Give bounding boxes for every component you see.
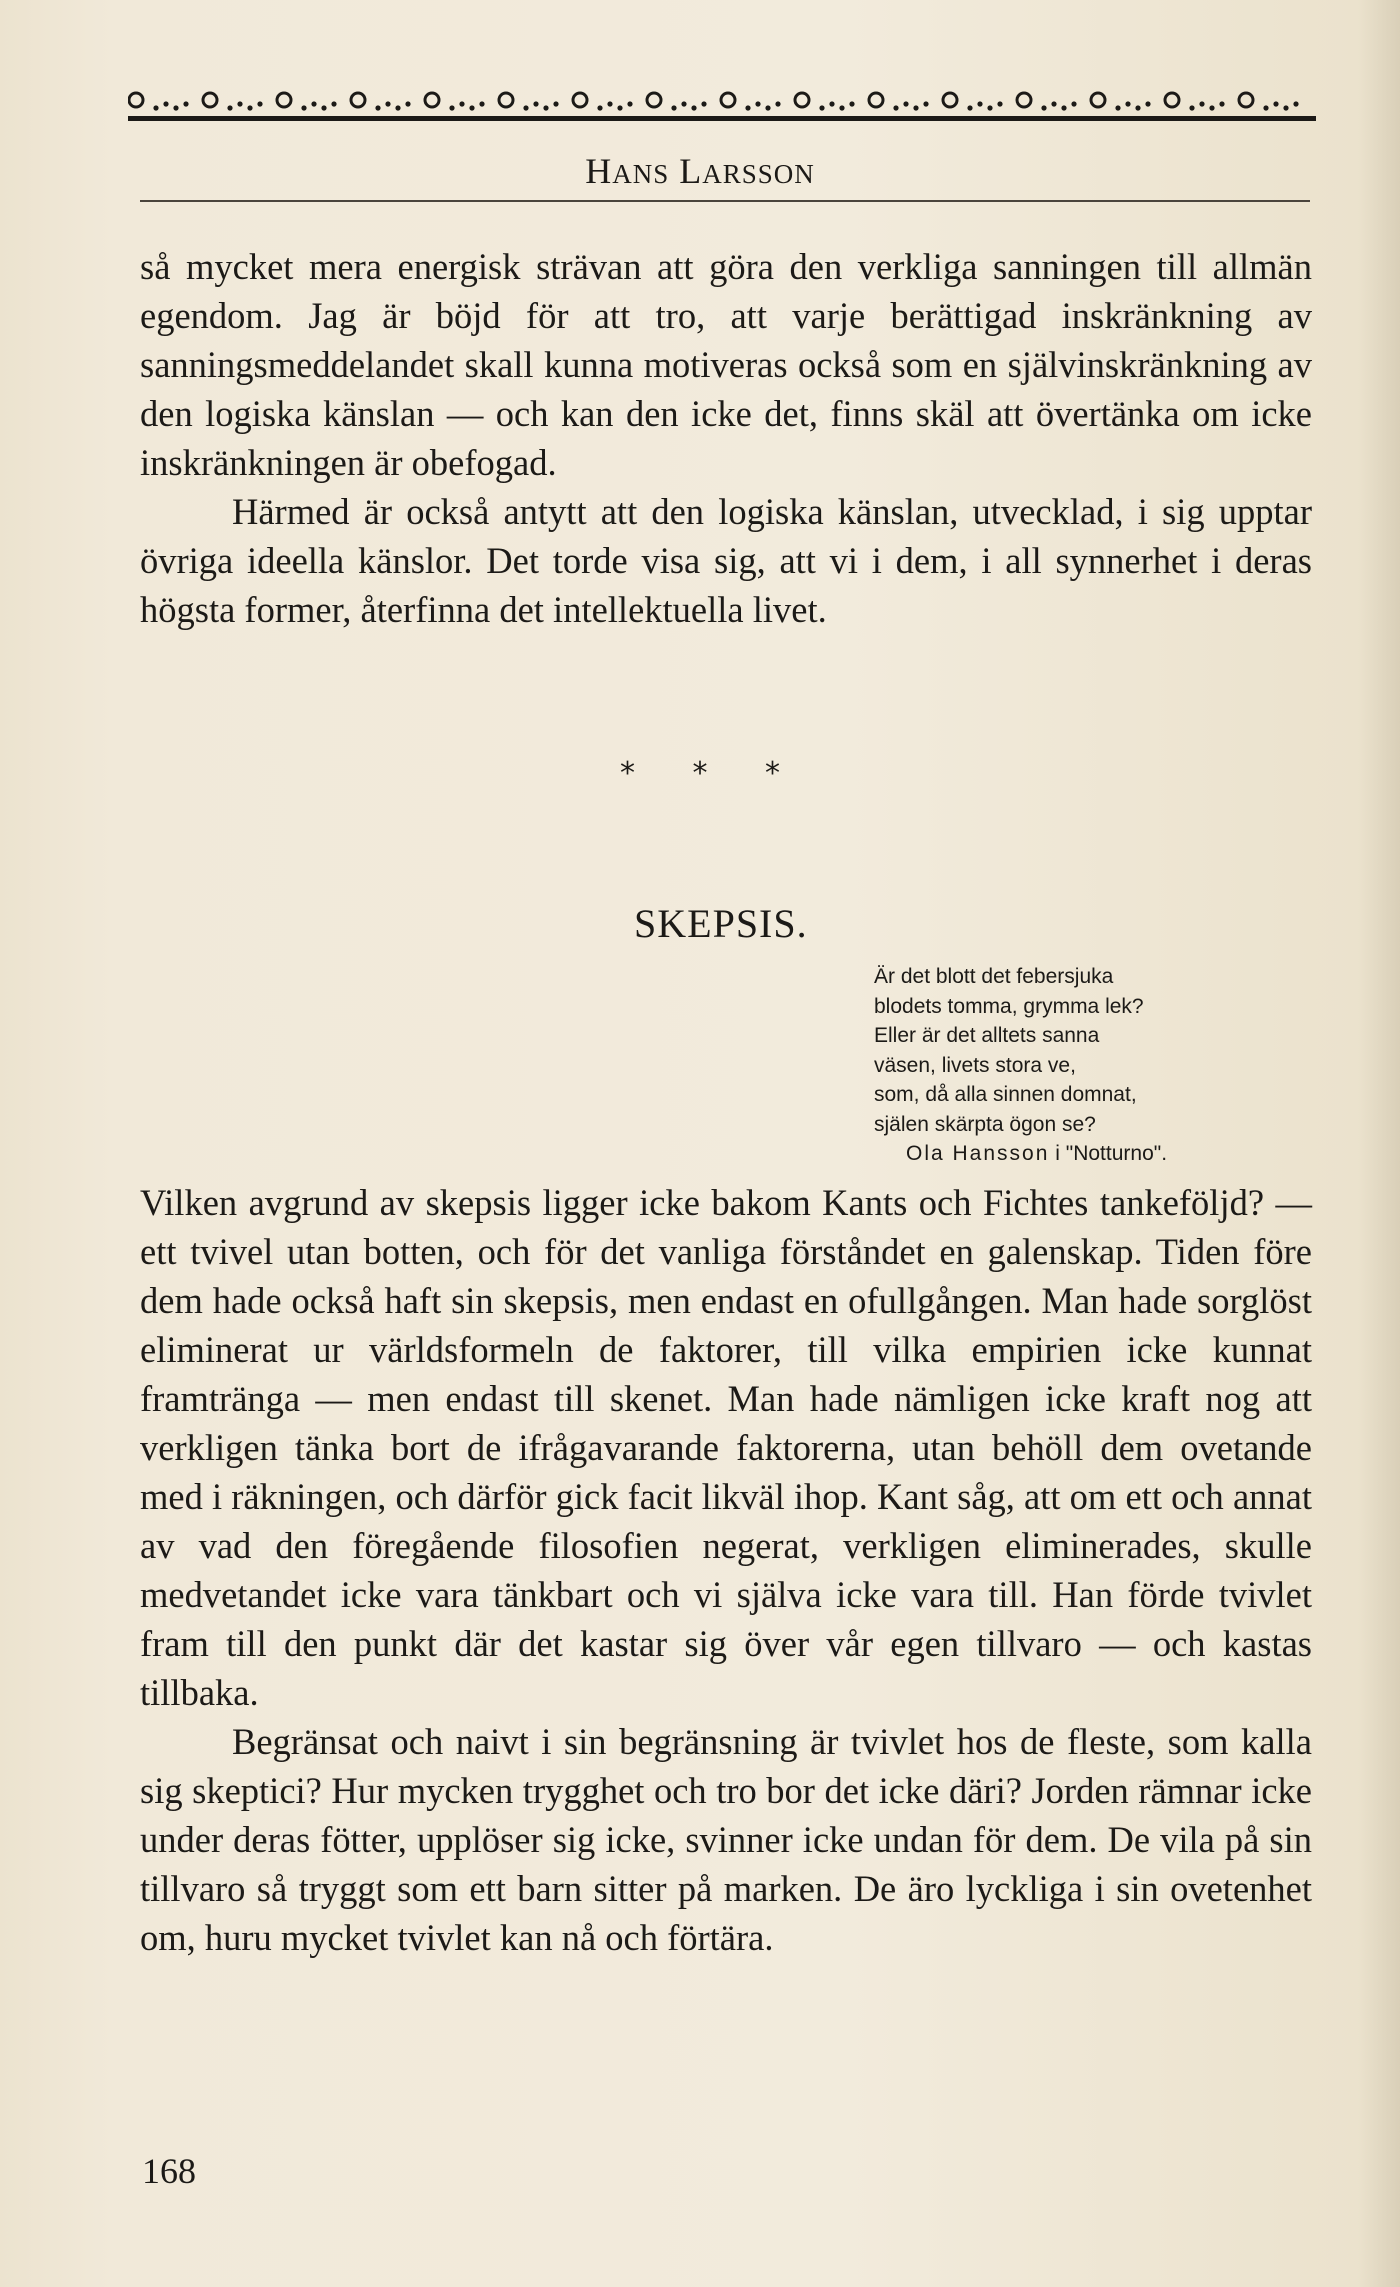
page-number: 168 (142, 2151, 196, 2191)
paragraph: Vilken avgrund av skepsis ligger icke bakom Kants och Fichtes tankeföljd? — ett tvivel utan botten, och för det vanliga förståndet en galenskap. Tiden före dem hade också haft sin skepsis, men endast en ofullgången. Man hade sorglöst eliminerat ur världsformeln de faktorer, till vilka empirien icke kunnat framtränga — men endast till skenet. Man hade nämligen icke kraft nog att verkligen tänka bort de ifrågavarande faktorerna, utan behöll dem ovetande med i räkningen, och därför gick facit likväl ihop. Kant såg, att om ett och annat av vad den föregående filosofien negerat, verkligen eliminerades, skulle medvetandet icke vara tänkbart och vi själva icke vara till. Han förde tvivlet fram till den punkt där det kastar sig över vår egen tillvaro — och kastas tillbaka. (140, 1182, 1312, 1713)
epigraph-line: väsen, livets stora ve, (874, 1053, 1076, 1077)
epigraph-line: Eller är det alltets sanna (874, 1024, 1100, 1047)
running-head-rest-1: ANS (612, 159, 670, 189)
epigraph-work: i "Notturno". (1055, 1142, 1168, 1165)
section-title: SKEPSIS. (634, 901, 808, 946)
epigraph (874, 962, 1314, 1169)
paragraph: Begränsat och naivt i sin begränsning är tvivlet hos de fleste, som kalla sig skeptici? Hur mycken trygghet och tro bor det icke däri? Jorden rämnar icke under deras fötter, upplöser sig icke, svinner icke undan för dem. De vila på sin tillvaro så tryggt som ett barn sitter på marken. De äro lyckliga i sin ovetenhet om, huru mycket tvivlet kan nå och förtära. (140, 1721, 1312, 1958)
running-head (0, 150, 1400, 192)
paragraph: så mycket mera energisk strävan att göra den verkliga sanningen till allmän egendom. Jag är böjd för att tro, att varje berättigad inskränkning av sanningsmeddelandet skall kunna motiveras också som en självinskränkning av den logiska känslan — och kan den icke det, finns skäl att övertänka om icke inskränkningen är obefogad. (140, 246, 1312, 483)
text-block-top (140, 242, 1312, 634)
epigraph-author: Ola Hansson (906, 1142, 1050, 1165)
paragraph: Härmed är också antytt att den logiska känslan, utvecklad, i sig upptar övriga ideella känslor. Det torde visa sig, att vi i dem, i all synnerhet i deras högsta former, återfinna det intellektuella livet. (140, 491, 1312, 630)
epigraph-line: själen skärpta ögon se? (874, 1112, 1096, 1136)
text-block-bottom (140, 1178, 1312, 1962)
section-separator: * * * (619, 756, 781, 791)
epigraph-line: blodets tomma, grymma lek? (874, 994, 1144, 1018)
header-rule (140, 200, 1310, 202)
epigraph-line: Är det blott det febersjuka (874, 965, 1114, 988)
ornamental-border (128, 72, 1316, 132)
running-head-initial-2: L (679, 151, 703, 191)
running-head-rest-2: ARSSON (702, 159, 815, 189)
running-head-initial-1: H (585, 151, 613, 191)
epigraph-source (874, 1139, 1314, 1169)
epigraph-line: som, då alla sinnen domnat, (874, 1083, 1137, 1106)
